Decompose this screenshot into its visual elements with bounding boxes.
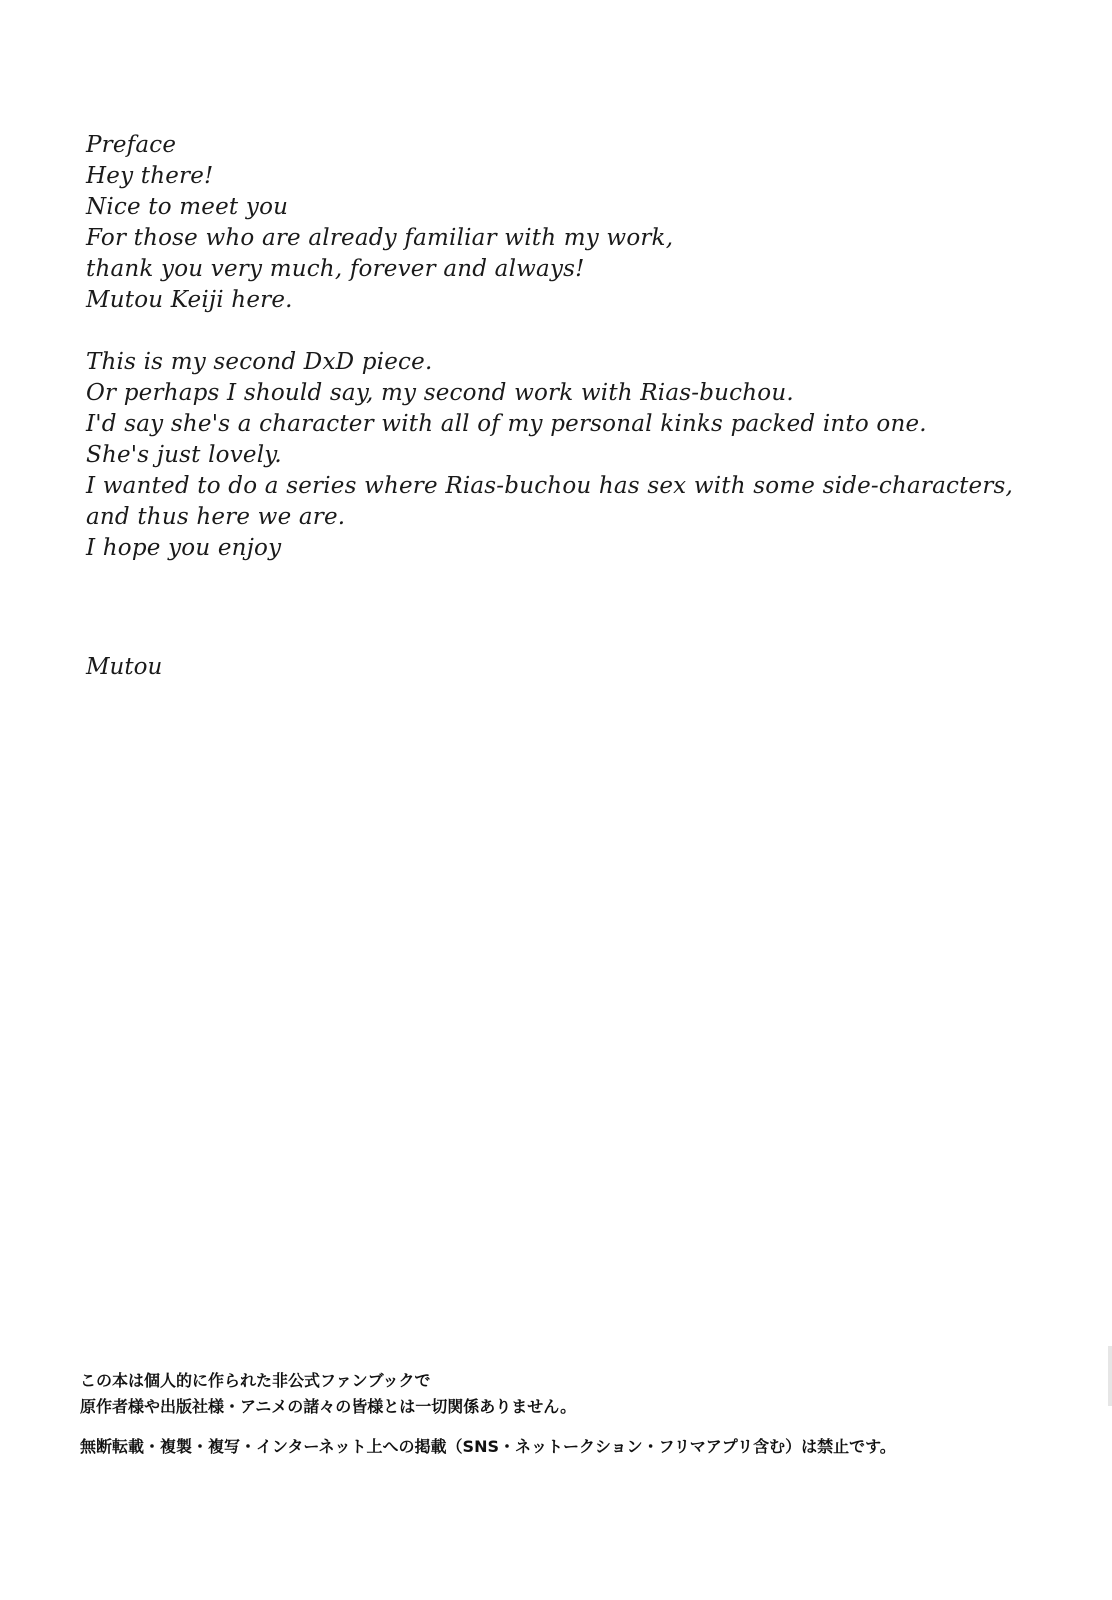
preface-line: She's just lovely. [86, 442, 282, 468]
preface-line: I hope you enjoy [86, 535, 282, 561]
preface-line: Nice to meet you [86, 194, 289, 220]
notice-line-no-reproduction: 無断転載・複製・複写・インターネット上への掲載（SNS・ネットークション・フリマアプリ含む）は禁止です。 [80, 1437, 896, 1456]
preface-line: and thus here we are. [86, 504, 346, 530]
preface-line: Hey there! [86, 163, 214, 189]
preface-text-block [86, 130, 1046, 564]
preface-line: Or perhaps I should say, my second work with Rias-buchou. [86, 380, 794, 406]
notice-gap [80, 1420, 1080, 1434]
notice-line-no-affiliation: 原作者様や出版社様・アニメの諸々の皆様とは一切関係ありません。 [80, 1397, 577, 1416]
page-edge-shadow [1108, 1346, 1112, 1406]
preface-line: thank you very much, forever and always! [86, 256, 585, 282]
preface-line: I wanted to do a series where Rias-buchou has sex with some side-characters, [86, 473, 1014, 499]
copyright-notice [80, 1368, 1080, 1460]
notice-line-unofficial: この本は個人的に作られた非公式ファンブックで [80, 1371, 431, 1390]
author-signature: Mutou [86, 654, 163, 680]
paragraph-gap [86, 316, 1046, 347]
preface-line: This is my second DxD piece. [86, 349, 433, 375]
preface-line: Mutou Keiji here. [86, 287, 293, 313]
preface-line: For those who are already familiar with my work, [86, 225, 674, 251]
preface-heading: Preface [86, 132, 177, 158]
preface-line: I'd say she's a character with all of my personal kinks packed into one. [86, 411, 927, 437]
